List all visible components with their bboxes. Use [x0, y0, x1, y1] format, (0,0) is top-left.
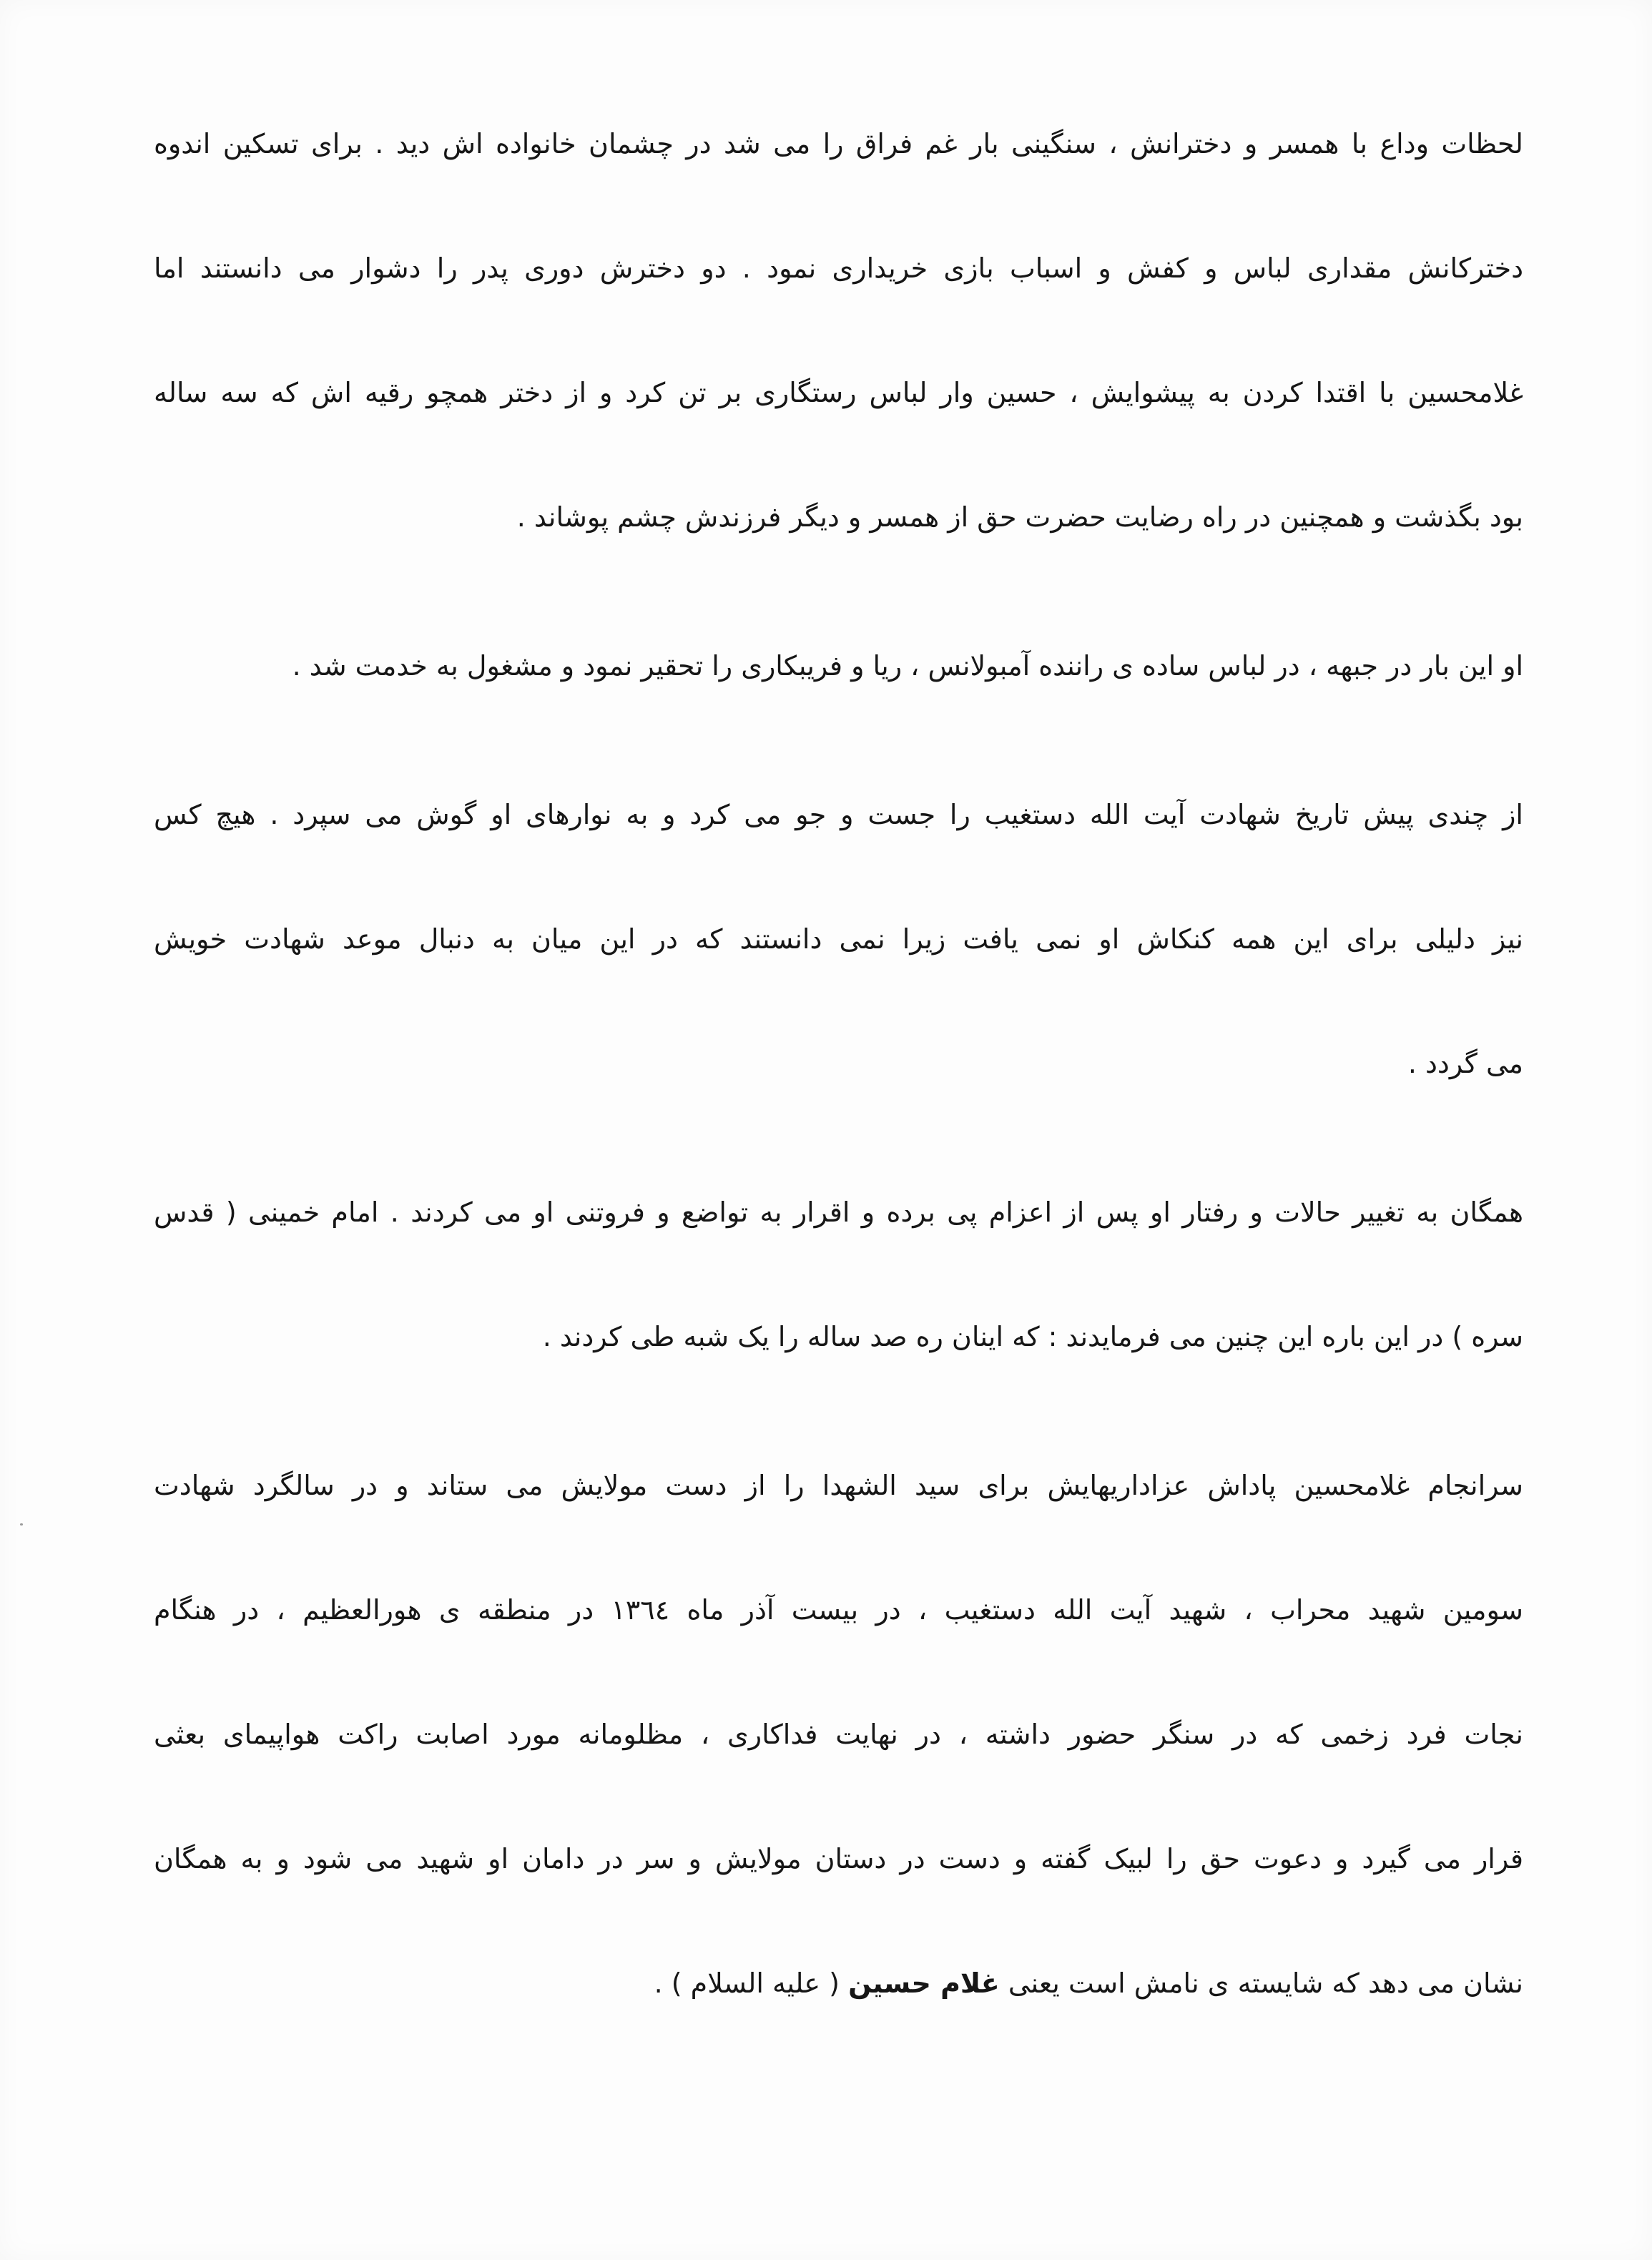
text-line: سرانجام غلامحسین پاداش عزاداریهایش برای سید الشهدا را از دست مولایش می ستاند و در سالگرد شهادت: [154, 1470, 1523, 1501]
text-line: دخترکانش مقداری لباس و کفش و اسباب بازی خریداری نمود . دو دخترش دوری پدر را دشوار می دانستند اما: [154, 252, 1523, 284]
text-line: غلامحسین با اقتدا کردن به پیشوایش ، حسین وار لباس رستگاری بر تن کرد و از دختر همچو رقیه اش که سه ساله: [154, 377, 1523, 408]
emphasized-name: غلام حسین: [848, 1967, 1000, 1999]
text-line: قرار می گیرد و دعوت حق را لبیک گفته و دست در دستان مولایش و سر در دامان او شهید می شود و به همگان: [154, 1843, 1523, 1875]
paragraph-imam-quote: [154, 1190, 1523, 1359]
paragraph-final: [154, 1463, 1523, 2005]
paragraph-farewell: [154, 122, 1523, 539]
paragraph-ambulance: [154, 644, 1523, 688]
document-body: [154, 122, 1523, 2005]
final-line-text: نشان می دهد که شایسته ی نامش است یعنی: [999, 1967, 1523, 1999]
text-line: از چندی پیش تاریخ شهادت آیت الله دستغیب را جست و جو می کرد و به نوارهای او گوش می سپرد . هیچ کس: [154, 799, 1523, 830]
text-line: سره ) در این باره این چنین می فرمایدند : که اینان ره صد ساله را یک شبه طی کردند .: [542, 1321, 1523, 1352]
text-line: لحظات وداع با همسر و دخترانش ، سنگینی بار غم فراق را می شد در چشمان خانواده اش دید . برای تسکین اندوه: [154, 128, 1523, 159]
text-line: می گردد .: [1407, 1048, 1523, 1079]
text-line: بود بگذشت و همچنین در راه رضایت حضرت حق از همسر و دیگر فرزندش چشم پوشاند .: [516, 501, 1523, 533]
text-line: نجات فرد زخمی که در سنگر حضور داشته ، در نهایت فداکاری ، مظلومانه مورد اصابت راکت هواپیمای بعثی: [154, 1719, 1523, 1750]
text-line: سومین شهید محراب ، شهید آیت الله دستغیب ، در بیست آذر ماه ١٣٦٤ در منطقه ی هورالعظیم ، در هنگام: [154, 1594, 1523, 1626]
text-line: نیز دلیلی برای این همه کنکاش او نمی یافت زیرا نمی دانستند که در این میان به دنبال موعد شهادت خویش: [154, 923, 1523, 955]
final-text-line: [154, 1961, 1523, 2005]
text-line: او این بار در جبهه ، در لباس ساده ی راننده آمبولانس ، ریا و فریبکاری را تحقیر نمود و مشغول به خدمت شد .: [292, 650, 1523, 682]
text-line: همگان به تغییر حالات و رفتار او پس از اعزام پی برده و اقرار به تواضع و فروتنی او می کردند . امام خمینی ( قدس: [154, 1197, 1523, 1228]
final-line-tail: ( علیه السلام ) .: [654, 1967, 849, 1999]
paragraph-martyrdom-date: [154, 792, 1523, 1086]
scan-speck: [20, 1523, 23, 1526]
